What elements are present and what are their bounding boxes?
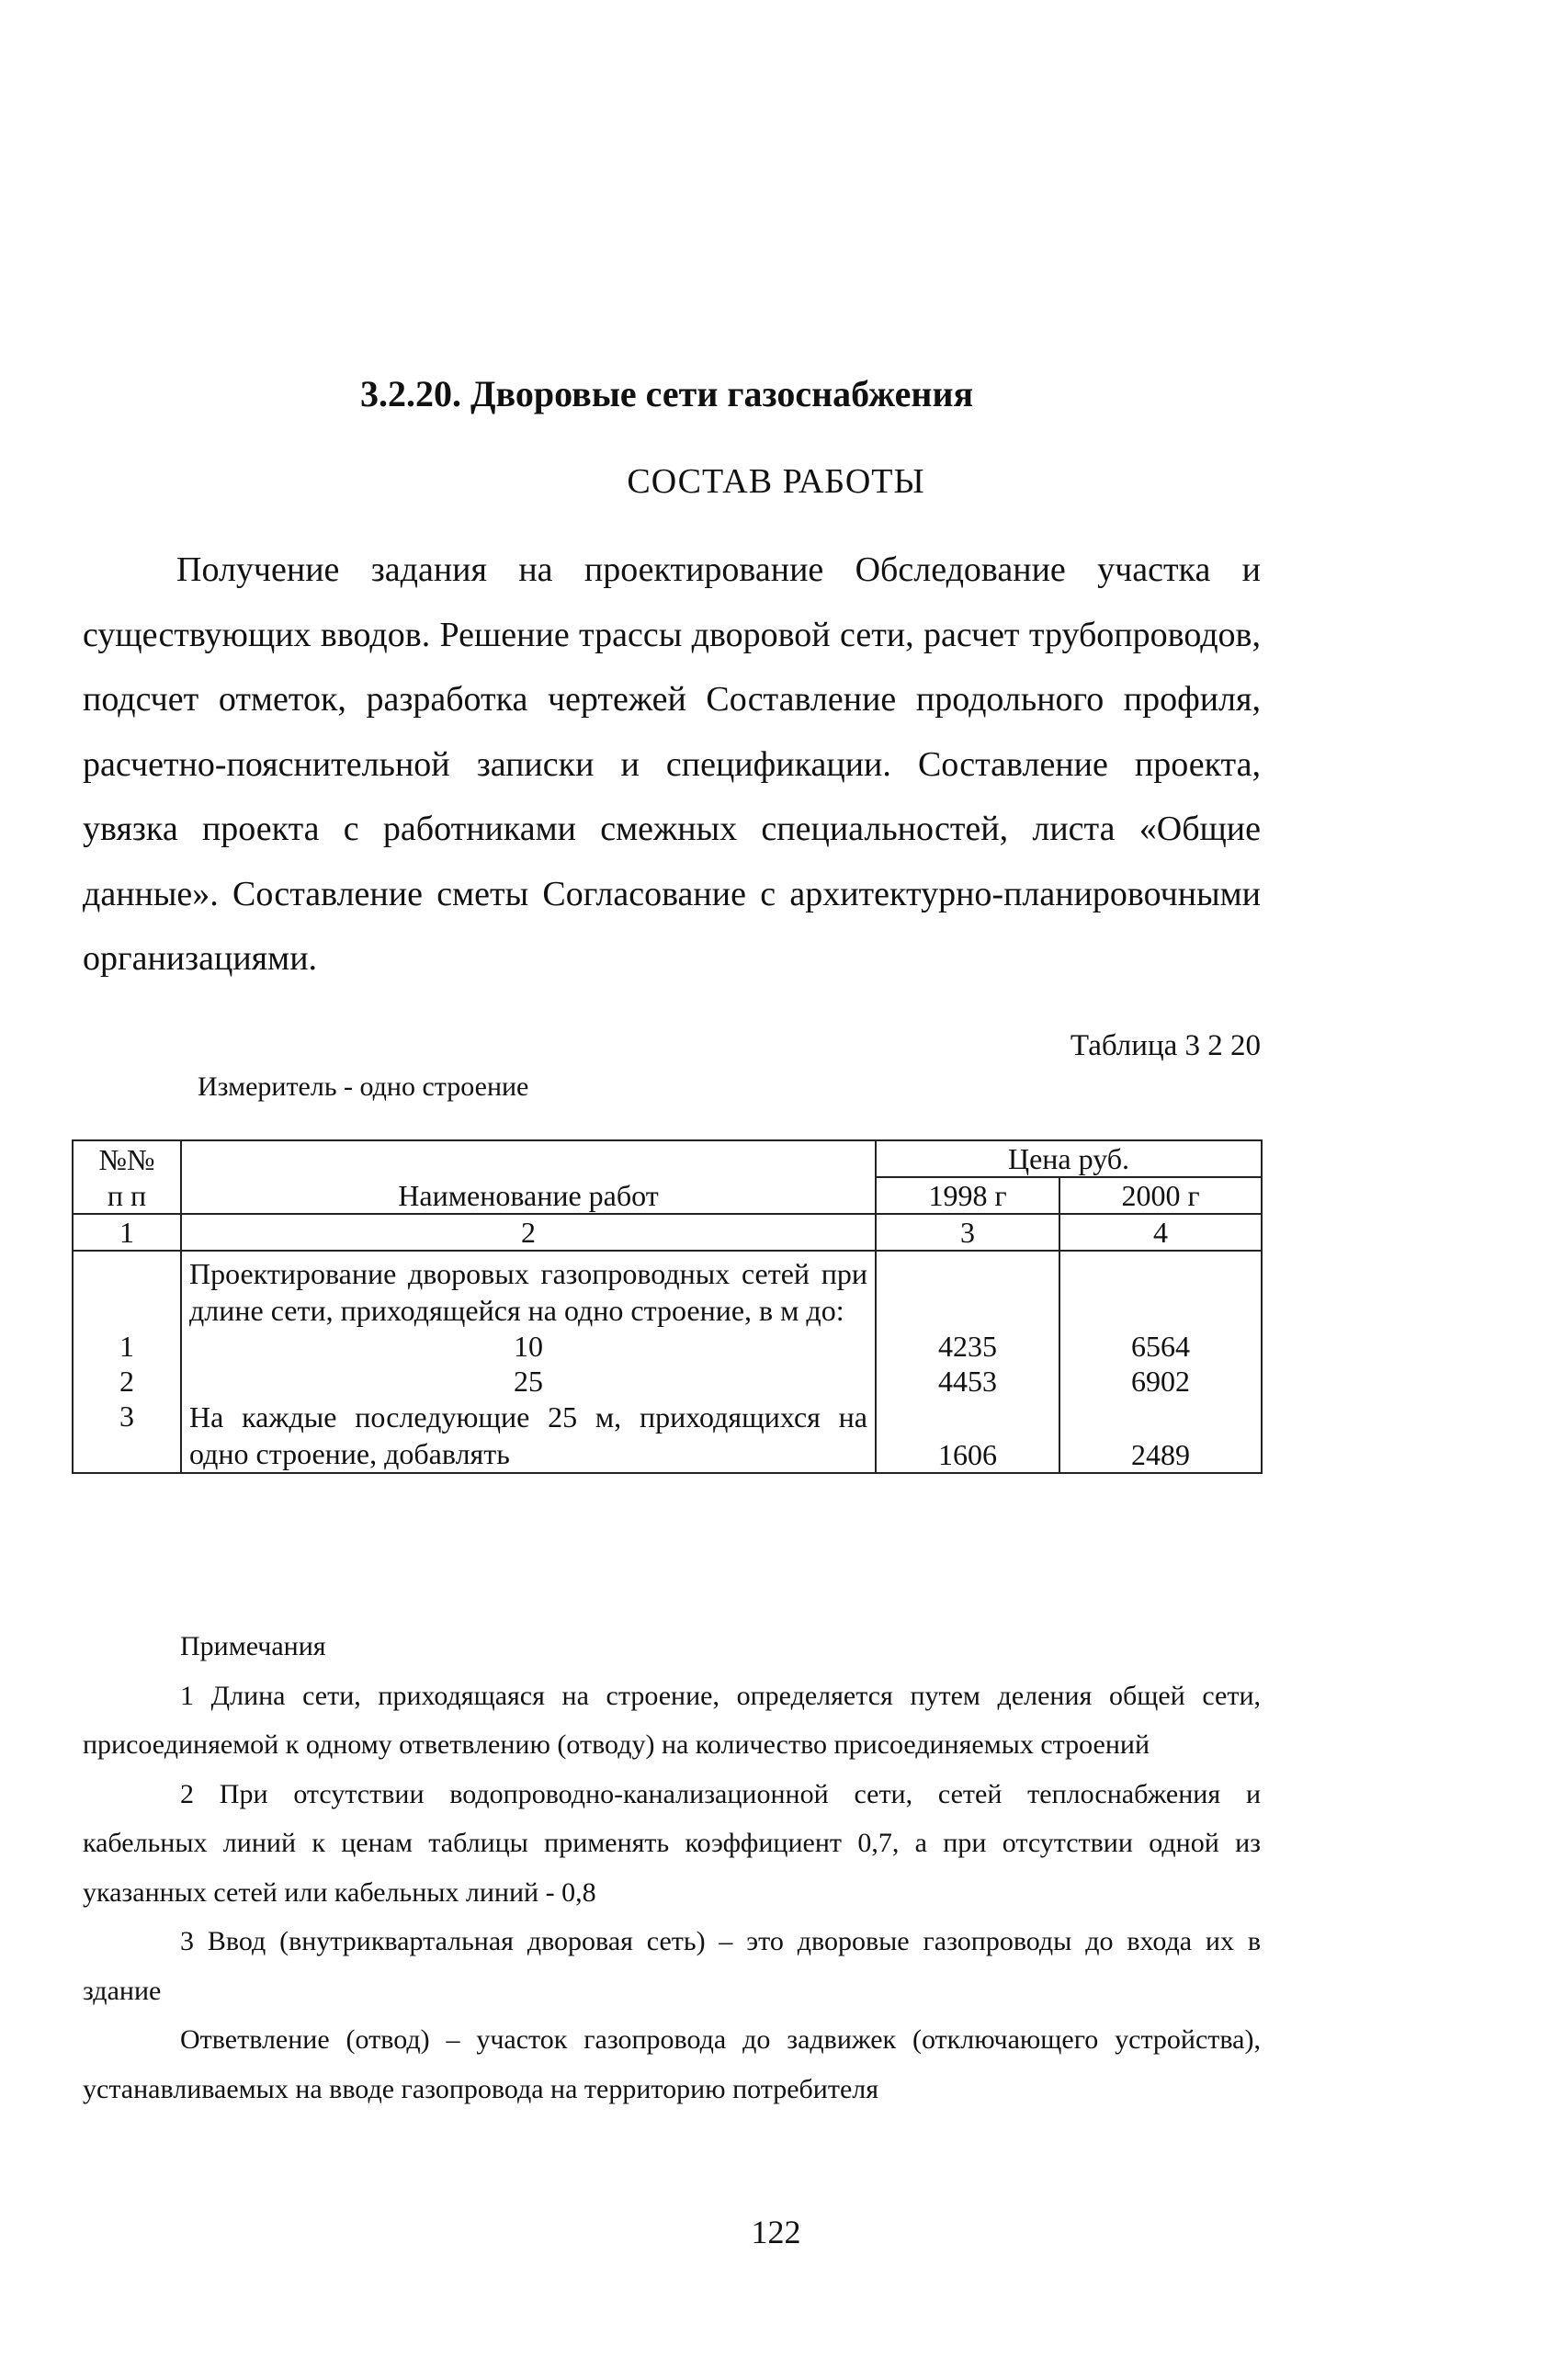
row-num: 2 — [73, 1364, 181, 1399]
table-row — [73, 1399, 1262, 1473]
price-table — [72, 1139, 1263, 1474]
header-num: №№ — [73, 1140, 181, 1177]
work-scope-title: СОСТАВ РАБОТЫ — [627, 462, 925, 501]
header-year-1998: 1998 г — [876, 1177, 1059, 1214]
row-price-1998: 1606 — [876, 1399, 1059, 1473]
measure-unit: Измеритель - одно строение — [198, 1071, 529, 1102]
col-number: 2 — [181, 1214, 876, 1251]
col-number: 1 — [73, 1214, 181, 1251]
work-description: Получение задания на проектирование Обследование участка и существующих вводов. Решение трассы дворовой сети, расчет трубопроводов, подсчет отметок, разработка чертежей Составление продольного профиля, расчетно-пояснительной записки и спецификации. Составление проекта, увязка проекта с работниками смежных специальностей, листа «Общие данные». Составление сметы Согласование с архитектурно-планировочными организациями. — [83, 550, 1261, 978]
header-year-2000: 2000 г — [1059, 1177, 1262, 1214]
col-number: 3 — [876, 1214, 1059, 1251]
section-heading: 3.2.20. Дворовые сети газоснабжения — [360, 373, 974, 414]
row-price-1998: 4453 — [876, 1364, 1059, 1399]
header-price: Цена руб. — [876, 1140, 1262, 1177]
note-item: 1 Длина сети, приходящаяся на строение, определяется путем деления общей сети, присоединяемой к одному ответвлению (отводу) на количество присоединяемых строений — [83, 1680, 1261, 1760]
note-item: Ответвление (отвод) – участок газопровода до задвижек (отключающего устройства), устанавливаемых на вводе газопровода на территорию потребителя — [83, 2024, 1261, 2104]
row-price-2000: 2489 — [1059, 1399, 1262, 1473]
note-item: 3 Ввод (внутриквартальная дворовая сеть) – это дворовые газопроводы до входа их в здание — [83, 1926, 1261, 2006]
row-name: На каждые последующие 25 м, приходящихся на одно строение, добавлять — [181, 1399, 876, 1473]
table-section-row — [73, 1251, 1262, 1329]
row-price-2000: 6564 — [1059, 1329, 1262, 1364]
row-price-2000: 6902 — [1059, 1364, 1262, 1399]
notes-section — [83, 1622, 1261, 2114]
row-num: 1 — [73, 1329, 181, 1364]
table-caption: Таблица 3 2 20 — [1070, 1029, 1261, 1062]
row-num: 3 — [73, 1399, 181, 1473]
header-num-sub: п п — [73, 1177, 181, 1214]
page-number: 122 — [751, 2214, 801, 2250]
header-name: Наименование работ — [181, 1140, 876, 1214]
row-price-1998: 4235 — [876, 1329, 1059, 1364]
table-header-row — [73, 1140, 1262, 1177]
col-number: 4 — [1059, 1214, 1262, 1251]
notes-title: Примечания — [180, 1631, 326, 1661]
note-item: 2 При отсутствии водопроводно-канализационной сети, сетей теплоснабжения и кабельных линий к ценам таблицы применять коэффициент 0,7, а при отсутствии одной из указанных сетей или кабельных линий - 0,8 — [83, 1778, 1261, 1908]
row-name: 10 — [181, 1329, 876, 1364]
table-row — [73, 1329, 1262, 1364]
column-number-row — [73, 1214, 1262, 1251]
table-row — [73, 1364, 1262, 1399]
row-name: 25 — [181, 1364, 876, 1399]
section-description: Проектирование дворовых газопроводных сетей при длине сети, приходящейся на одно строение, в м до: — [181, 1251, 876, 1329]
